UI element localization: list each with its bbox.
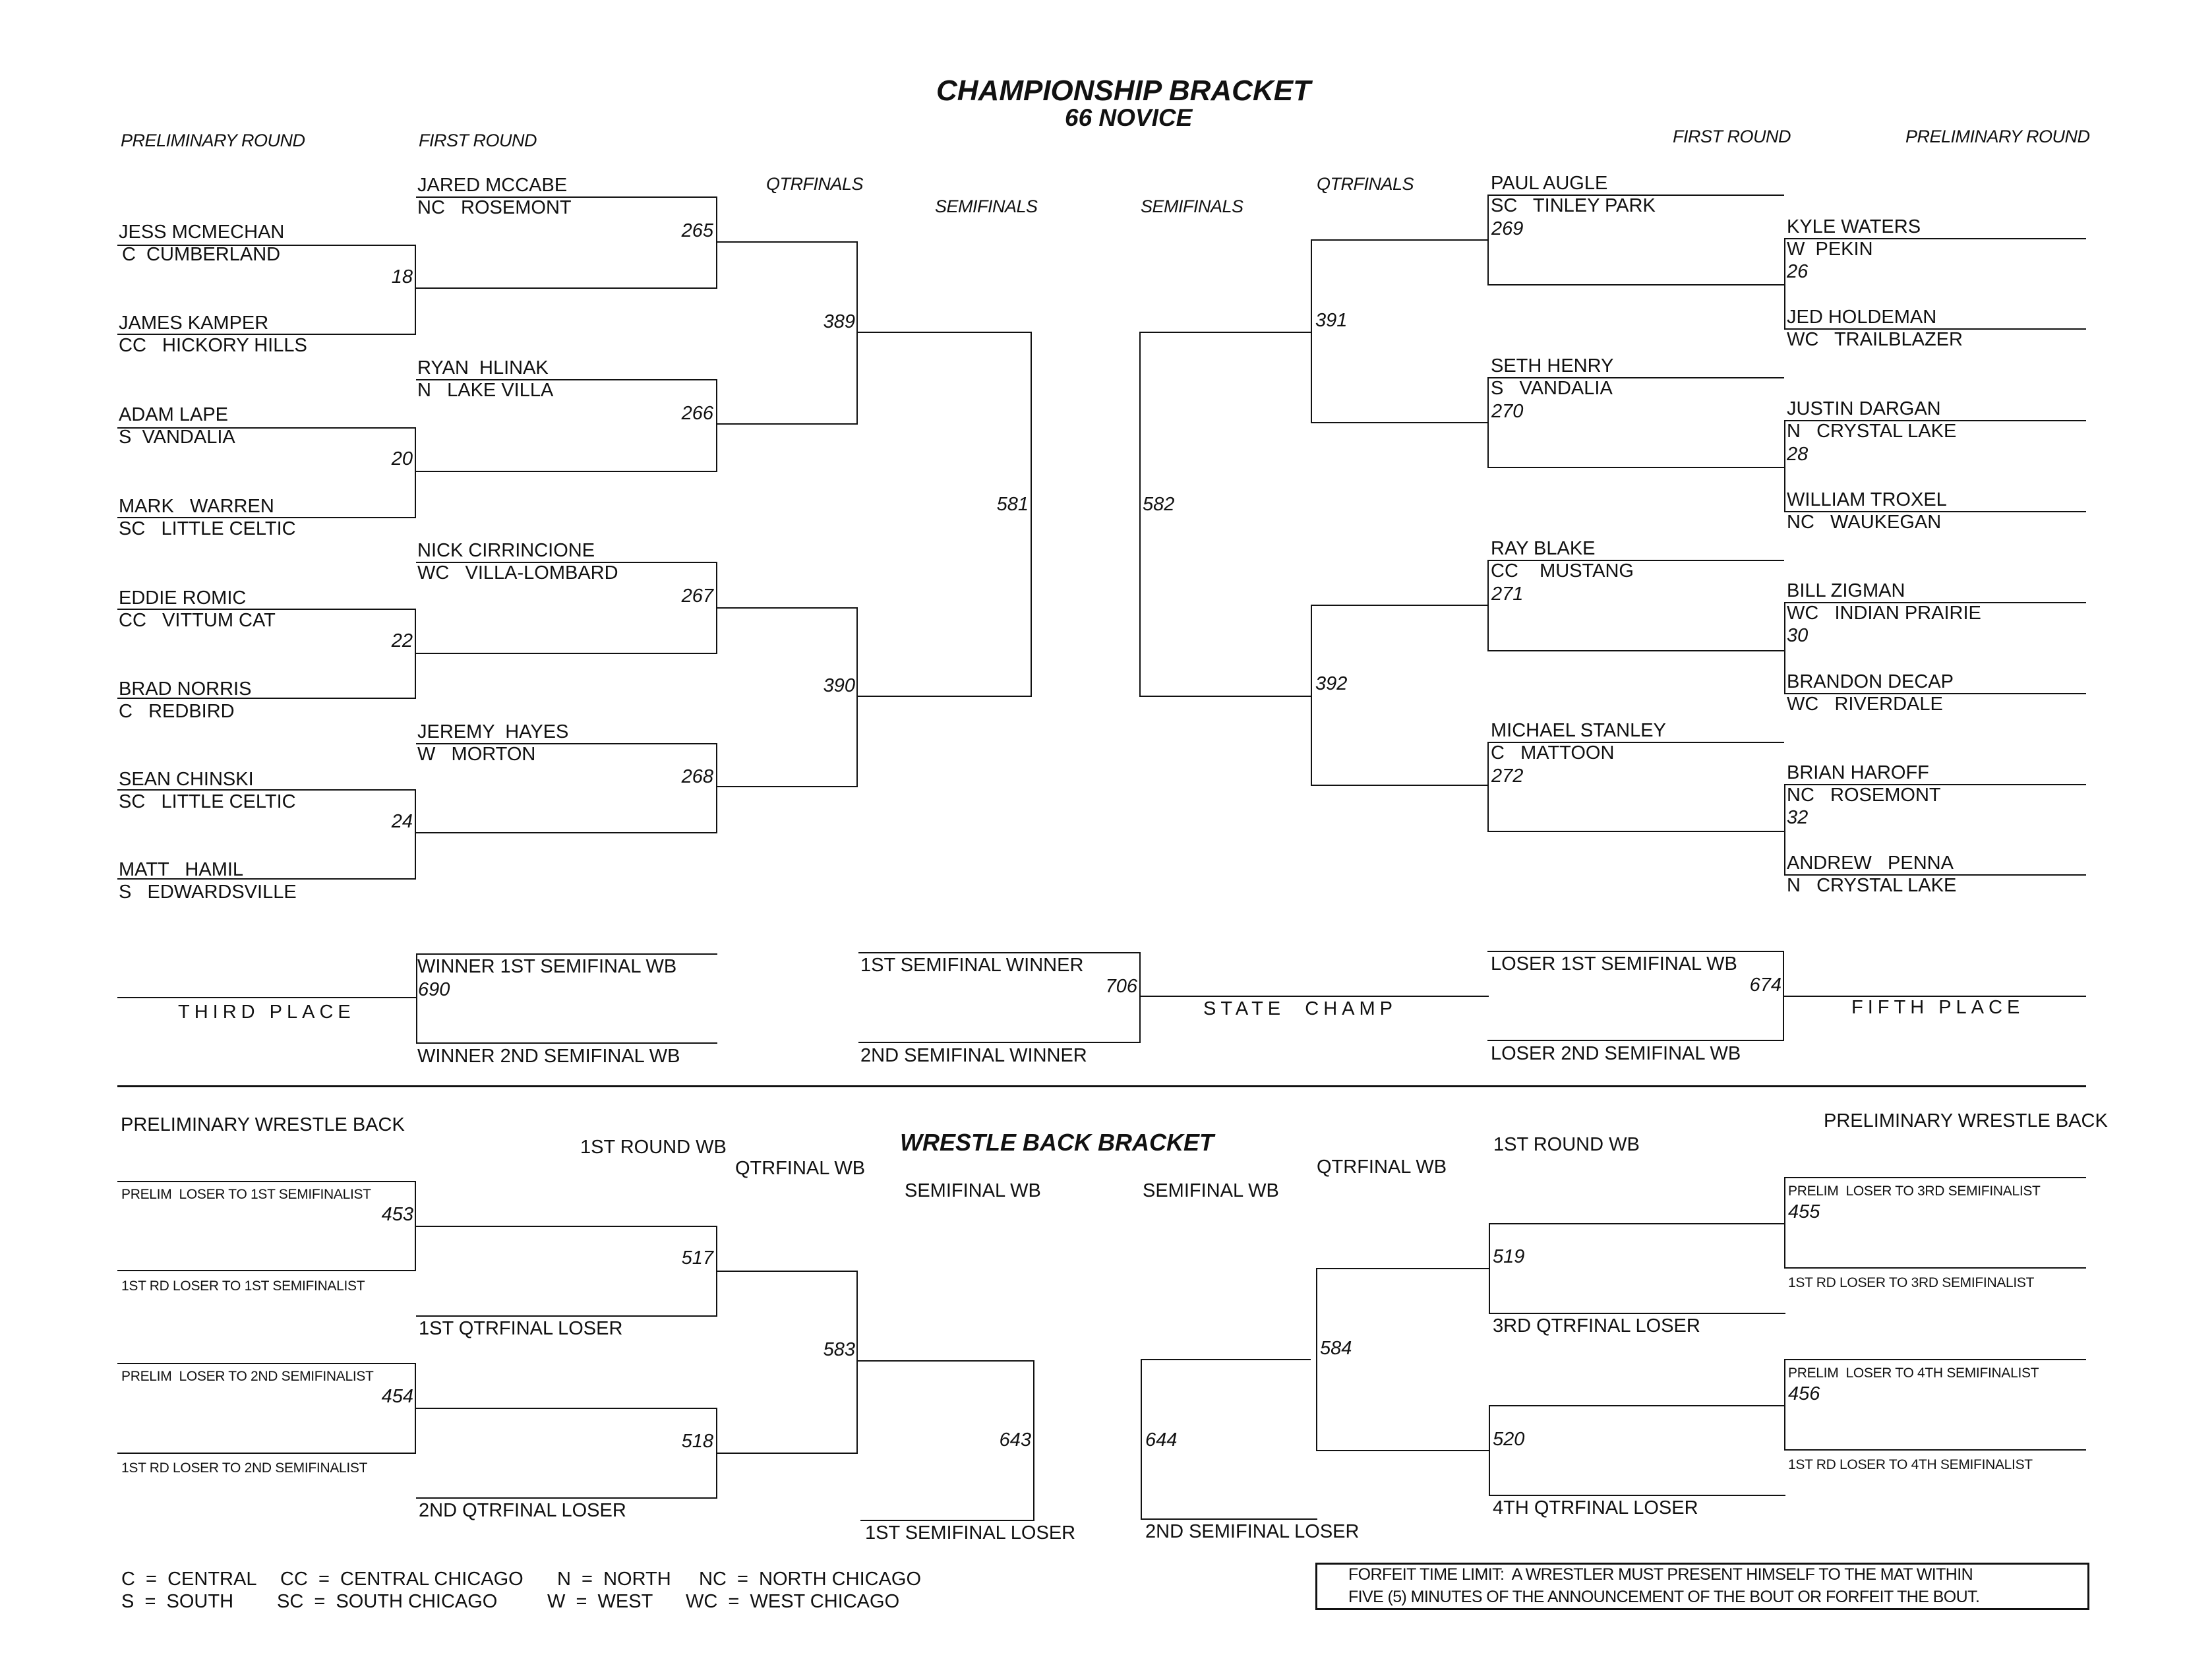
wb-header-prelim-left: PRELIMINARY WRESTLE BACK (121, 1114, 405, 1135)
wb-slot-label: 1ST RD LOSER TO 1ST SEMIFINALIST (121, 1278, 365, 1294)
wrestler-name: ADAM LAPE (119, 404, 228, 425)
wb-slot-label: 1ST SEMIFINAL LOSER (865, 1522, 1076, 1544)
bout-number: 674 (1749, 975, 1781, 996)
wrestler-name: MATT HAMIL (119, 859, 244, 880)
bout-number: 583 (823, 1339, 855, 1360)
bout-number: 26 (1787, 261, 1809, 282)
wrestler-name: PAUL AUGLE (1491, 173, 1608, 194)
wb-slot-label: 4TH QTRFINAL LOSER (1493, 1497, 1698, 1518)
wrestler-name: NICK CIRRINCIONE (417, 540, 595, 561)
bout-number: 22 (391, 630, 413, 651)
bout-number: 32 (1787, 807, 1809, 828)
wrestler-team: N CRYSTAL LAKE (1787, 421, 1957, 442)
wrestler-name: BRAD NORRIS (119, 678, 252, 700)
bout-number: 389 (823, 311, 855, 332)
legend-item: N = NORTH (557, 1569, 671, 1590)
wrestle-back-title: WRESTLE BACK BRACKET (900, 1129, 1214, 1156)
fifth-place-label: FIFTH PLACE (1851, 997, 2025, 1018)
bout-number: 270 (1491, 401, 1524, 422)
wrestler-team: S VANDALIA (1491, 378, 1613, 399)
wrestler-team: C MATTOON (1491, 742, 1615, 764)
header-first-right: FIRST ROUND (1673, 127, 1791, 146)
wrestler-name: RAY BLAKE (1491, 538, 1596, 559)
bout-number: 584 (1320, 1338, 1352, 1359)
wb-slot-label: PRELIM LOSER TO 3RD SEMIFINALIST (1788, 1184, 2041, 1199)
wrestler-name: SEAN CHINSKI (119, 769, 254, 790)
bout-number: 265 (681, 220, 713, 241)
header-qtr-left: QTRFINALS (766, 174, 864, 194)
bout-number: 390 (823, 675, 855, 696)
wb-header-semi-left: SEMIFINAL WB (905, 1180, 1041, 1201)
wrestler-team: SC TINLEY PARK (1491, 195, 1656, 216)
wrestler-name: SETH HENRY (1491, 355, 1614, 376)
wrestler-team: NC ROSEMONT (417, 197, 572, 218)
wrestler-name: JUSTIN DARGAN (1787, 398, 1941, 419)
forfeit-line-2: FIVE (5) MINUTES OF THE ANNOUNCEMENT OF THE BOUT OR FORFEIT THE BOUT. (1348, 1588, 1980, 1606)
bout-number: 391 (1315, 310, 1348, 331)
bout-number: 690 (418, 979, 450, 1000)
wb-slot-label: 2ND QTRFINAL LOSER (419, 1500, 626, 1521)
wb-slot-label: 3RD QTRFINAL LOSER (1493, 1315, 1700, 1336)
bout-number: 268 (681, 766, 713, 787)
bout-number: 24 (391, 811, 413, 832)
wrestler-team: NC WAUKEGAN (1787, 512, 1942, 533)
header-semi-left: SEMIFINALS (935, 196, 1038, 216)
wrestler-team: W PEKIN (1787, 239, 1873, 260)
wrestler-team: WC VILLA-LOMBARD (417, 562, 618, 584)
wrestler-team: N LAKE VILLA (417, 380, 554, 401)
wrestler-team: N CRYSTAL LAKE (1787, 875, 1957, 896)
wb-slot-label: 2ND SEMIFINAL LOSER (1145, 1521, 1360, 1542)
wrestler-name: BRIAN HAROFF (1787, 762, 1929, 783)
wrestler-team: C REDBIRD (119, 701, 235, 722)
wrestler-name: JESS MCMECHAN (119, 222, 285, 243)
wrestler-team: CC HICKORY HILLS (119, 335, 307, 356)
wrestler-name: BRANDON DECAP (1787, 671, 1954, 692)
wb-slot-label: 1ST QTRFINAL LOSER (419, 1318, 623, 1339)
bout-number: 643 (999, 1429, 1031, 1451)
wb-slot-label: 1ST RD LOSER TO 2ND SEMIFINALIST (121, 1460, 368, 1476)
wrestler-team: WC TRAILBLAZER (1787, 329, 1963, 350)
wb-slot-label: PRELIM LOSER TO 1ST SEMIFINALIST (121, 1187, 371, 1202)
header-qtr-right: QTRFINALS (1317, 174, 1414, 194)
wrestler-team: W MORTON (417, 744, 536, 765)
wrestler-name: MARK WARREN (119, 496, 274, 517)
wb-header-semi-right: SEMIFINAL WB (1143, 1180, 1279, 1201)
bout-number: 269 (1491, 218, 1524, 239)
bout-number: 706 (1105, 976, 1137, 997)
bout-number: 518 (681, 1431, 713, 1452)
wrestler-team: CC VITTUM CAT (119, 610, 276, 631)
bracket-title: CHAMPIONSHIP BRACKET (936, 75, 1311, 107)
wrestler-name: KYLE WATERS (1787, 216, 1921, 237)
wrestler-team: CC MUSTANG (1491, 560, 1634, 582)
bout-number: 454 (381, 1386, 413, 1407)
bout-number: 455 (1788, 1201, 1820, 1222)
champ-top-label: 1ST SEMIFINAL WINNER (860, 955, 1084, 976)
legend-item: CC = CENTRAL CHICAGO (280, 1569, 524, 1590)
wrestler-team: SC LITTLE CELTIC (119, 518, 296, 539)
forfeit-line-1: FORFEIT TIME LIMIT: A WRESTLER MUST PRESENT HIMSELF TO THE MAT WITHIN (1348, 1565, 1973, 1584)
wb-slot-label: 1ST RD LOSER TO 4TH SEMIFINALIST (1788, 1457, 2033, 1472)
bout-number: 456 (1788, 1383, 1820, 1404)
bout-number: 520 (1493, 1429, 1525, 1450)
wb-header-first-left: 1ST ROUND WB (580, 1137, 727, 1158)
bout-number: 453 (381, 1204, 413, 1225)
legend-item: SC = SOUTH CHICAGO (277, 1591, 498, 1612)
fifth-top-label: LOSER 1ST SEMIFINAL WB (1491, 953, 1737, 975)
wrestler-name: WILLIAM TROXEL (1787, 489, 1947, 510)
legend-item: S = SOUTH (121, 1591, 234, 1612)
wb-header-prelim-right: PRELIMINARY WRESTLE BACK (1824, 1110, 2108, 1131)
bout-number: 266 (681, 403, 713, 424)
wb-header-qtr-left: QTRFINAL WB (735, 1158, 866, 1179)
wrestler-name: BILL ZIGMAN (1787, 580, 1905, 601)
wb-header-first-right: 1ST ROUND WB (1493, 1134, 1640, 1155)
weight-class-subtitle: 66 NOVICE (1065, 104, 1193, 131)
bout-number: 272 (1491, 765, 1524, 787)
legend-item: C = CENTRAL (121, 1569, 257, 1590)
wrestler-name: MICHAEL STANLEY (1491, 720, 1666, 741)
bout-number: 18 (391, 266, 413, 287)
wb-header-qtr-right: QTRFINAL WB (1317, 1156, 1447, 1178)
wrestler-name: JARED MCCABE (417, 175, 568, 196)
fifth-bottom-label: LOSER 2ND SEMIFINAL WB (1491, 1043, 1741, 1064)
bout-number: 582 (1143, 494, 1175, 515)
third-top-label: WINNER 1ST SEMIFINAL WB (417, 956, 677, 977)
bout-number: 271 (1491, 584, 1524, 605)
wrestler-team: WC RIVERDALE (1787, 694, 1943, 715)
third-bottom-label: WINNER 2ND SEMIFINAL WB (417, 1046, 680, 1067)
bout-number: 28 (1787, 444, 1809, 465)
wrestler-team: NC ROSEMONT (1787, 785, 1941, 806)
header-first-left: FIRST ROUND (419, 131, 537, 150)
bout-number: 644 (1145, 1429, 1178, 1451)
wrestler-name: ANDREW PENNA (1787, 853, 1954, 874)
legend-item: WC = WEST CHICAGO (686, 1591, 900, 1612)
wrestler-name: JAMES KAMPER (119, 313, 269, 334)
wrestler-team: WC INDIAN PRAIRIE (1787, 603, 1981, 624)
legend-item: W = WEST (547, 1591, 653, 1612)
wrestler-team: S VANDALIA (119, 427, 235, 448)
bout-number: 267 (681, 585, 713, 607)
wrestler-name: RYAN HLINAK (417, 357, 549, 378)
legend-item: NC = NORTH CHICAGO (699, 1569, 922, 1590)
bout-number: 392 (1315, 673, 1348, 694)
wb-slot-label: PRELIM LOSER TO 2ND SEMIFINALIST (121, 1369, 374, 1384)
bout-number: 30 (1787, 625, 1809, 646)
state-champ-label: STATE CHAMP (1203, 998, 1397, 1019)
wrestler-team: S EDWARDSVILLE (119, 882, 297, 903)
wrestler-name: JEREMY HAYES (417, 721, 569, 742)
bout-number: 517 (681, 1247, 713, 1269)
bout-number: 519 (1493, 1246, 1525, 1267)
wb-slot-label: PRELIM LOSER TO 4TH SEMIFINALIST (1788, 1365, 2039, 1381)
wrestler-team: SC LITTLE CELTIC (119, 791, 296, 812)
wrestler-name: EDDIE ROMIC (119, 587, 247, 609)
wb-slot-label: 1ST RD LOSER TO 3RD SEMIFINALIST (1788, 1275, 2035, 1290)
third-place-label: THIRD PLACE (178, 1002, 355, 1023)
section-divider (117, 1085, 2086, 1087)
champ-bottom-label: 2ND SEMIFINAL WINNER (860, 1045, 1087, 1066)
bout-number: 20 (391, 448, 413, 469)
bout-number: 581 (996, 494, 1029, 515)
header-prelim-left: PRELIMINARY ROUND (121, 131, 305, 150)
wrestler-team: C CUMBERLAND (122, 244, 281, 265)
wrestler-name: JED HOLDEMAN (1787, 307, 1937, 328)
header-prelim-right: PRELIMINARY ROUND (1905, 127, 2090, 146)
header-semi-right: SEMIFINALS (1141, 196, 1243, 216)
